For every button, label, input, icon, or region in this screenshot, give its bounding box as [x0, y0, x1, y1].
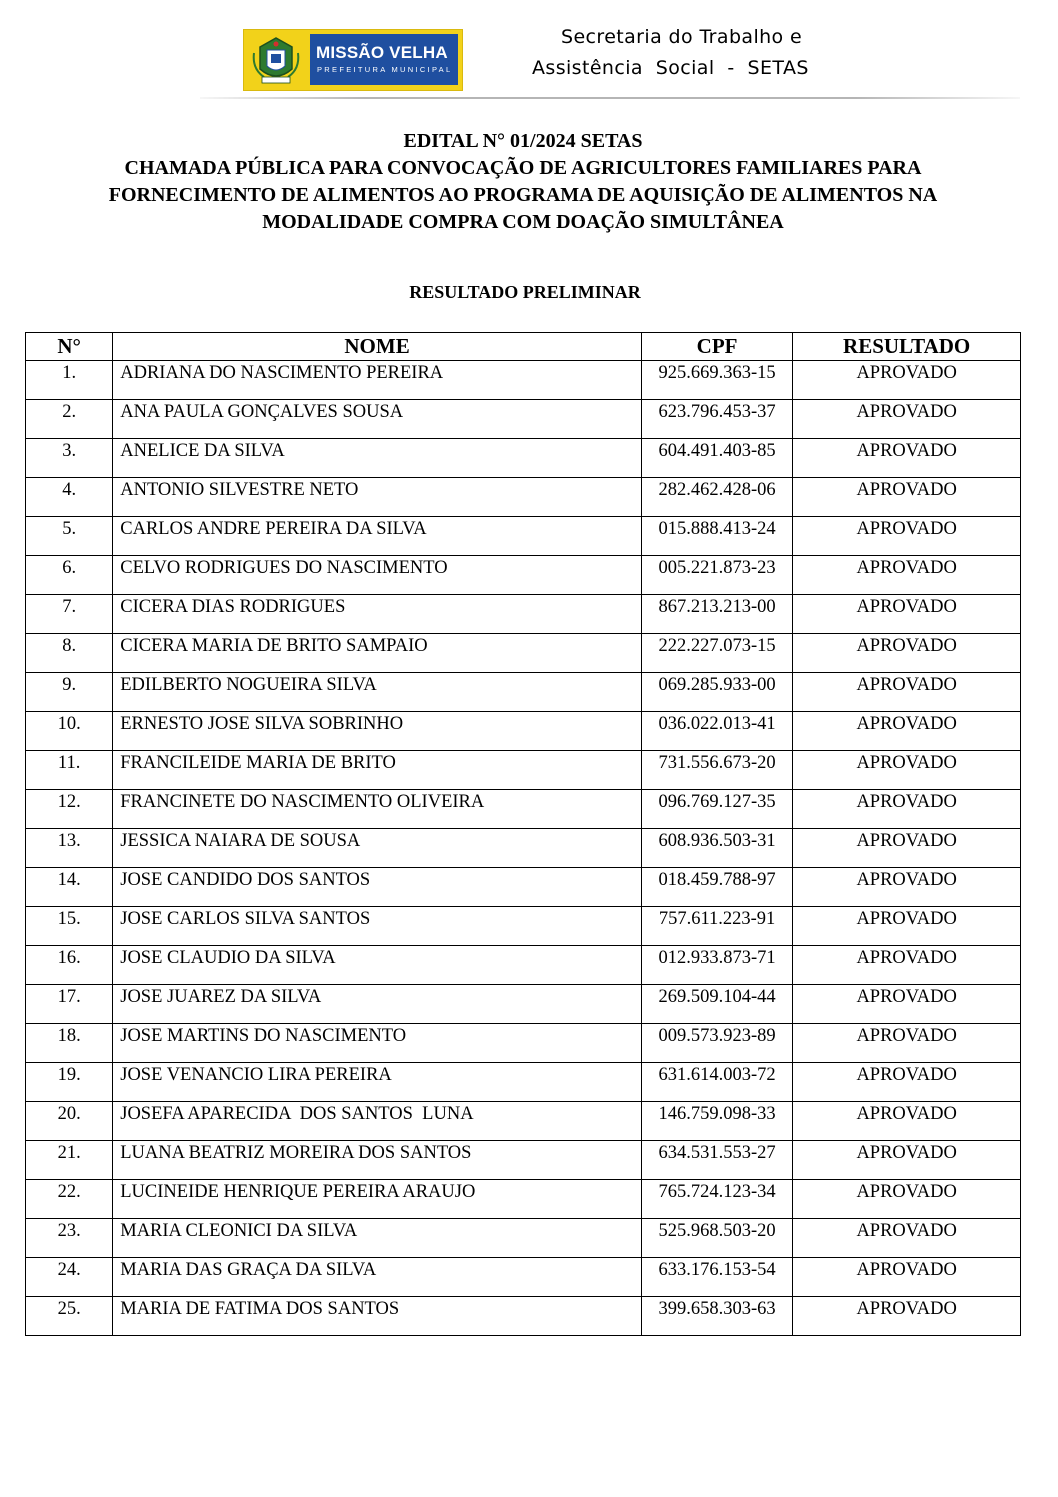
row-result: APROVADO [793, 907, 1021, 946]
row-name: JESSICA NAIARA DE SOUSA [113, 829, 642, 868]
row-cpf: 765.724.123-34 [641, 1180, 792, 1219]
row-number: 11. [26, 751, 113, 790]
row-cpf: 282.462.428-06 [641, 478, 792, 517]
row-number: 13. [26, 829, 113, 868]
table-row [26, 1102, 1021, 1141]
table-row [26, 868, 1021, 907]
row-number: 10. [26, 712, 113, 751]
row-number: 1. [26, 361, 113, 400]
row-cpf: 623.796.453-37 [641, 400, 792, 439]
row-number: 4. [26, 478, 113, 517]
row-number: 22. [26, 1180, 113, 1219]
row-cpf: 525.968.503-20 [641, 1219, 792, 1258]
row-result: APROVADO [793, 868, 1021, 907]
row-name: JOSE MARTINS DO NASCIMENTO [113, 1024, 642, 1063]
row-result: APROVADO [793, 673, 1021, 712]
row-name: FRANCINETE DO NASCIMENTO OLIVEIRA [113, 790, 642, 829]
table-row [26, 673, 1021, 712]
row-cpf: 925.669.363-15 [641, 361, 792, 400]
row-name: ERNESTO JOSE SILVA SOBRINHO [113, 712, 642, 751]
row-name: CICERA MARIA DE BRITO SAMPAIO [113, 634, 642, 673]
logo-title: MISSÃO VELHA [316, 43, 448, 62]
row-cpf: 867.213.213-00 [641, 595, 792, 634]
table-row [26, 985, 1021, 1024]
table-header-row [26, 333, 1021, 361]
row-result: APROVADO [793, 556, 1021, 595]
row-name: ANTONIO SILVESTRE NETO [113, 478, 642, 517]
row-result: APROVADO [793, 439, 1021, 478]
row-name: MARIA DE FATIMA DOS SANTOS [113, 1297, 642, 1336]
logo-text-panel [310, 34, 458, 85]
table-row [26, 1063, 1021, 1102]
row-number: 3. [26, 439, 113, 478]
row-number: 8. [26, 634, 113, 673]
row-cpf: 036.022.013-41 [641, 712, 792, 751]
row-cpf: 012.933.873-71 [641, 946, 792, 985]
row-name: EDILBERTO NOGUEIRA SILVA [113, 673, 642, 712]
department-line-1: Secretaria do Trabalho e [561, 26, 803, 48]
row-name: ADRIANA DO NASCIMENTO PEREIRA [113, 361, 642, 400]
table-row [26, 907, 1021, 946]
department-name [532, 22, 852, 84]
row-number: 25. [26, 1297, 113, 1336]
header-name: NOME [113, 333, 642, 361]
row-result: APROVADO [793, 1024, 1021, 1063]
table-row [26, 751, 1021, 790]
row-number: 23. [26, 1219, 113, 1258]
table-row [26, 829, 1021, 868]
table-row [26, 946, 1021, 985]
table-row [26, 517, 1021, 556]
title-line-1: EDITAL N° 01/2024 SETAS [403, 130, 643, 152]
row-result: APROVADO [793, 751, 1021, 790]
row-result: APROVADO [793, 478, 1021, 517]
table-row [26, 1258, 1021, 1297]
table-row [26, 361, 1021, 400]
row-cpf: 096.769.127-35 [641, 790, 792, 829]
header-result: RESULTADO [793, 333, 1021, 361]
row-name: JOSE VENANCIO LIRA PEREIRA [113, 1063, 642, 1102]
row-name: JOSEFA APARECIDA DOS SANTOS LUNA [113, 1102, 642, 1141]
row-cpf: 399.658.303-63 [641, 1297, 792, 1336]
row-cpf: 757.611.223-91 [641, 907, 792, 946]
table-row [26, 1024, 1021, 1063]
row-name: LUANA BEATRIZ MOREIRA DOS SANTOS [113, 1141, 642, 1180]
row-number: 9. [26, 673, 113, 712]
row-name: CELVO RODRIGUES DO NASCIMENTO [113, 556, 642, 595]
row-result: APROVADO [793, 517, 1021, 556]
table-row [26, 439, 1021, 478]
row-name: JOSE JUAREZ DA SILVA [113, 985, 642, 1024]
row-cpf: 608.936.503-31 [641, 829, 792, 868]
row-result: APROVADO [793, 829, 1021, 868]
row-number: 15. [26, 907, 113, 946]
row-name: LUCINEIDE HENRIQUE PEREIRA ARAUJO [113, 1180, 642, 1219]
table-row [26, 1297, 1021, 1336]
table-row [26, 556, 1021, 595]
table-row [26, 1141, 1021, 1180]
edital-title [40, 128, 1006, 236]
row-number: 24. [26, 1258, 113, 1297]
row-result: APROVADO [793, 634, 1021, 673]
row-name: JOSE CANDIDO DOS SANTOS [113, 868, 642, 907]
row-result: APROVADO [793, 1258, 1021, 1297]
table-row [26, 478, 1021, 517]
row-cpf: 269.509.104-44 [641, 985, 792, 1024]
department-line-2: Assistência Social - SETAS [532, 57, 809, 79]
row-result: APROVADO [793, 1297, 1021, 1336]
row-cpf: 631.614.003-72 [641, 1063, 792, 1102]
title-line-3: FORNECIMENTO DE ALIMENTOS AO PROGRAMA DE AQUISIÇÃO DE ALIMENTOS NA [108, 184, 938, 206]
row-number: 6. [26, 556, 113, 595]
row-result: APROVADO [793, 595, 1021, 634]
row-result: APROVADO [793, 1063, 1021, 1102]
row-name: CARLOS ANDRE PEREIRA DA SILVA [113, 517, 642, 556]
row-name: FRANCILEIDE MARIA DE BRITO [113, 751, 642, 790]
row-cpf: 005.221.873-23 [641, 556, 792, 595]
row-cpf: 015.888.413-24 [641, 517, 792, 556]
row-cpf: 222.227.073-15 [641, 634, 792, 673]
table-row [26, 400, 1021, 439]
logo-subtitle: PREFEITURA MUNICIPAL [317, 65, 453, 74]
row-name: CICERA DIAS RODRIGUES [113, 595, 642, 634]
row-result: APROVADO [793, 1180, 1021, 1219]
table-row [26, 790, 1021, 829]
row-number: 2. [26, 400, 113, 439]
header-number: N° [26, 333, 113, 361]
row-number: 5. [26, 517, 113, 556]
table-row [26, 712, 1021, 751]
row-cpf: 018.459.788-97 [641, 868, 792, 907]
row-cpf: 146.759.098-33 [641, 1102, 792, 1141]
row-name: ANELICE DA SILVA [113, 439, 642, 478]
section-subtitle: RESULTADO PRELIMINAR [409, 282, 641, 302]
row-number: 14. [26, 868, 113, 907]
row-number: 21. [26, 1141, 113, 1180]
row-result: APROVADO [793, 946, 1021, 985]
title-line-4: MODALIDADE COMPRA COM DOAÇÃO SIMULTÂNEA [262, 211, 784, 233]
table-row [26, 1219, 1021, 1258]
page-header [0, 0, 1058, 110]
row-name: JOSE CLAUDIO DA SILVA [113, 946, 642, 985]
row-number: 19. [26, 1063, 113, 1102]
row-cpf: 634.531.553-27 [641, 1141, 792, 1180]
row-name: MARIA DAS GRAÇA DA SILVA [113, 1258, 642, 1297]
row-result: APROVADO [793, 400, 1021, 439]
row-result: APROVADO [793, 790, 1021, 829]
row-result: APROVADO [793, 1102, 1021, 1141]
row-cpf: 604.491.403-85 [641, 439, 792, 478]
table-body [26, 361, 1021, 1336]
row-result: APROVADO [793, 361, 1021, 400]
table-row [26, 595, 1021, 634]
row-result: APROVADO [793, 712, 1021, 751]
row-result: APROVADO [793, 1219, 1021, 1258]
results-table [25, 332, 1021, 1336]
row-result: APROVADO [793, 985, 1021, 1024]
row-number: 12. [26, 790, 113, 829]
row-name: ANA PAULA GONÇALVES SOUSA [113, 400, 642, 439]
municipality-logo [243, 29, 463, 91]
row-result: APROVADO [793, 1141, 1021, 1180]
row-name: JOSE CARLOS SILVA SANTOS [113, 907, 642, 946]
row-name: MARIA CLEONICI DA SILVA [113, 1219, 642, 1258]
table-row [26, 634, 1021, 673]
row-number: 17. [26, 985, 113, 1024]
row-number: 20. [26, 1102, 113, 1141]
row-cpf: 009.573.923-89 [641, 1024, 792, 1063]
header-divider [200, 97, 1020, 99]
row-number: 16. [26, 946, 113, 985]
row-number: 18. [26, 1024, 113, 1063]
table-row [26, 1180, 1021, 1219]
row-number: 7. [26, 595, 113, 634]
row-cpf: 069.285.933-00 [641, 673, 792, 712]
row-cpf: 731.556.673-20 [641, 751, 792, 790]
title-line-2: CHAMADA PÚBLICA PARA CONVOCAÇÃO DE AGRICULTORES FAMILIARES PARA [124, 157, 922, 179]
row-cpf: 633.176.153-54 [641, 1258, 792, 1297]
municipal-crest-icon [250, 33, 302, 86]
header-cpf: CPF [641, 333, 792, 361]
